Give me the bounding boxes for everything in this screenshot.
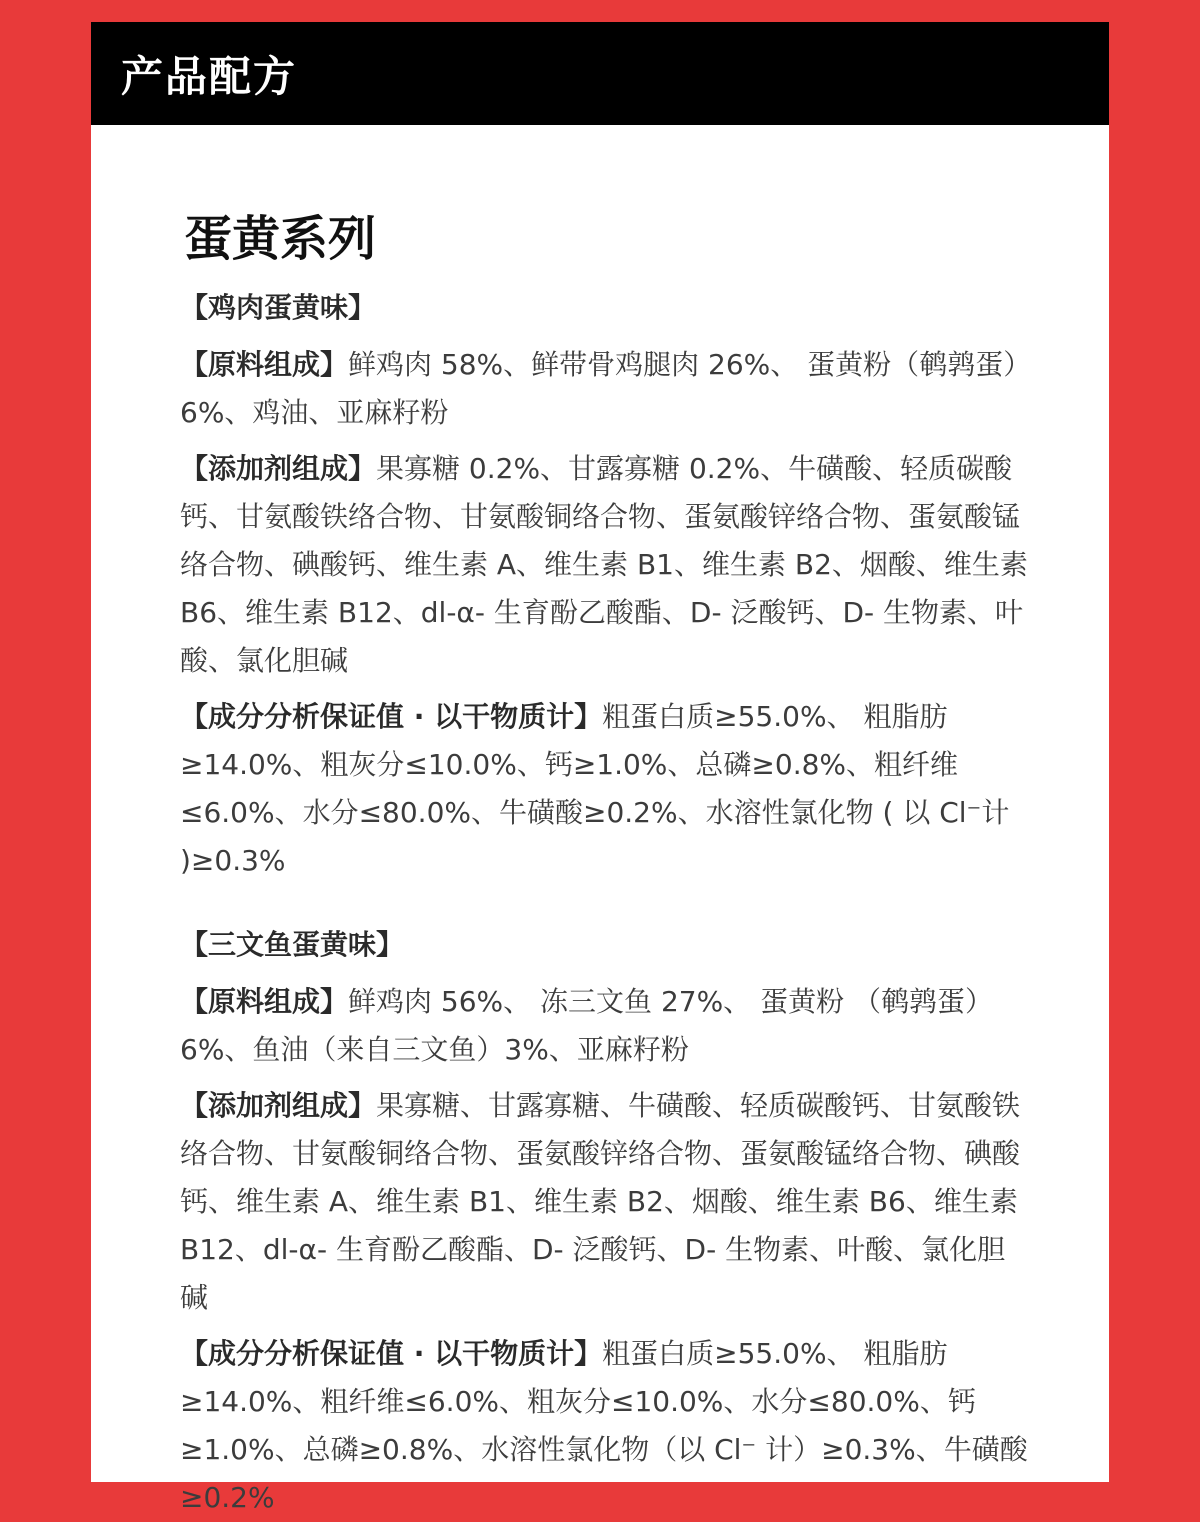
analysis-label: 【成分分析保证值 · 以干物质计】 [180,1337,603,1371]
variant-title: 【三文鱼蛋黄味】 [180,927,405,961]
analysis-text: 粗蛋白质≥55.0%、 粗脂肪≥14.0%、粗纤维≤6.0%、粗灰分≤10.0%、水分≤80.0%、钙≥1.0%、总磷≥0.8%、水溶性氯化物（以 Cl⁻ 计）≥0.3%、牛磺酸≥0.2% [180,1337,1028,1515]
additives-text: 果寡糖、甘露寡糖、牛磺酸、轻质碳酸钙、甘氨酸铁络合物、甘氨酸铜络合物、蛋氨酸锌络合物、蛋氨酸锰络合物、碘酸钙、维生素 A、维生素 B1、维生素 B2、烟酸、维生素 B6、维生素 B12、dl-α- 生育酚乙酸酯、D- 泛酸钙、D- 生物素、叶酸、氯化胆碱 [180,1089,1021,1315]
ingredients-paragraph [180,341,1029,437]
ingredients-label: 【原料组成】 [180,985,349,1019]
additives-text: 果寡糖 0.2%、甘露寡糖 0.2%、牛磺酸、轻质碳酸钙、甘氨酸铁络合物、甘氨酸铜络合物、蛋氨酸锌络合物、蛋氨酸锰络合物、碘酸钙、维生素 A、维生素 B1、维生素 B2、烟酸、维生素 B6、维生素 B12、dl-α- 生育酚乙酸酯、D- 泛酸钙、D- 生物素、叶酸、氯化胆碱 [180,451,1028,677]
variant-chicken-egg-yolk [180,288,1029,885]
analysis-label: 【成分分析保证值 · 以干物质计】 [180,699,603,733]
ingredients-paragraph [180,978,1029,1074]
analysis-paragraph [180,1330,1029,1522]
card-header [91,22,1109,125]
additives-label: 【添加剂组成】 [180,451,377,485]
variant-salmon-egg-yolk [180,925,1029,1522]
ingredients-text: 鲜鸡肉 56%、 冻三文鱼 27%、 蛋黄粉 （鹌鹑蛋）6%、鱼油（来自三文鱼）3%、亚麻籽粉 [180,985,993,1067]
page-title: 产品配方 [121,51,298,101]
card-content [91,125,1109,1522]
analysis-text: 粗蛋白质≥55.0%、 粗脂肪≥14.0%、粗灰分≤10.0%、钙≥1.0%、总磷≥0.8%、粗纤维≤6.0%、水分≤80.0%、牛磺酸≥0.2%、水溶性氯化物 ( 以 Cl⁻计 )≥0.3% [180,699,1010,877]
series-title: 蛋黄系列 [184,211,377,267]
ingredients-label: 【原料组成】 [180,347,349,381]
analysis-paragraph [180,693,1029,885]
ingredients-text: 鲜鸡肉 58%、鲜带骨鸡腿肉 26%、 蛋黄粉（鹌鹑蛋）6%、鸡油、亚麻籽粉 [180,347,1018,429]
additives-paragraph [180,1082,1029,1322]
additives-paragraph [180,445,1029,685]
formula-card [91,22,1109,1515]
additives-label: 【添加剂组成】 [180,1089,377,1123]
variant-title: 【鸡肉蛋黄味】 [180,290,377,324]
